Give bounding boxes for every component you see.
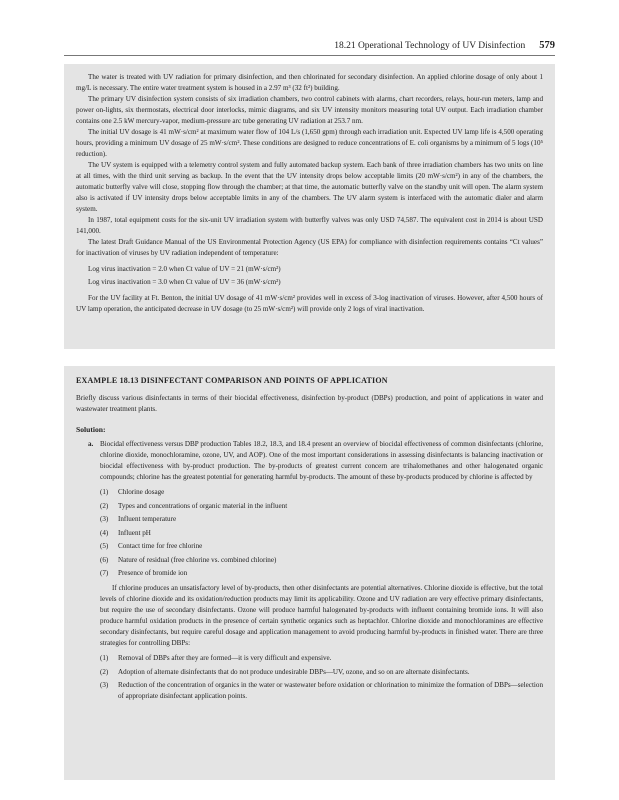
paragraph: The latest Draft Guidance Manual of the US Environmental Protection Agency (US EPA) for compliance with disinfection requirements contains “Ct values” for inactivation of viruses by UV radiation independent of temperature: [76, 238, 543, 257]
list-item: (4) Influent pH [100, 528, 151, 537]
list-item: (1) Removal of DBPs after they are formed—it is very difficult and expensive. [100, 654, 332, 662]
item-label: a. [88, 440, 94, 448]
paragraph: If chlorine produces an unsatisfactory level of by-products, then other disinfectants are potential alternatives. Chlorine dioxide is effective, but the total levels of chlorine dioxide and its oxidation/reduction products may limit its applicability. Ozone and UV radiation are very effective primary disinfectants, but require the use of secondary disinfectants. Ozone will produce harmful halogenated by-products with influent containing bromide ions. It will also produce harmful oxidation products in the presence of certain synthetic organics such as heptachlor. Chlorine dioxide and monochloramines are effective secondary disinfectants, but require careful dosage and application management to avoid producing harmful by-products in finished water. There are three strategies for controlling DBPs: [100, 584, 543, 647]
list-item: (3) Influent temperature [100, 515, 177, 523]
paragraph: The initial UV dosage is 41 mW·s/cm² at maximum water flow of 104 L/s (1,650 gpm) through each irradiation unit. Expected UV lamp life is 4,500 operating hours, providing a minimum UV dosage of 25 mW·s/cm². These conditions are designed to reduce concentrations of E. coli organisms by a minimum of 5 logs (10⁵ reduction). [76, 128, 543, 158]
paragraph: The water is treated with UV radiation for primary disinfection, and then chlorinated for secondary disinfection. An applied chlorine dosage of only about 1 mg/L is necessary. The entire water treatment system is housed in a 2.97 m³ (32 ft²) building. [76, 73, 543, 92]
example-continuation-box [64, 64, 555, 349]
paragraph: The UV system is equipped with a telemetry control system and fully automated backup system. Each bank of three irradiation chambers has two units on line at all times, with the third unit serving as backup. In the event that the UV intensity drops below acceptable limits (20 mW·s/cm²) in any of the chambers, the automatic butterfly valve will close, stopping flow through the chamber; at that time, the automatic butterfly valve on the standby unit will open. The alarm system also is activated if UV intensity drops below acceptable limits in any of the chambers. The UV alarm system is interfaced with the automatic dialer and alarm system. [76, 161, 543, 213]
paragraph: In 1987, total equipment costs for the six-unit UV irradiation system with butterfly valves was only USD 74,587. The equivalent cost in 2014 is about USD 141,000. [76, 216, 543, 235]
solution-label: Solution: [76, 425, 106, 434]
paragraph: For the UV facility at Ft. Benton, the initial UV dosage of 41 mW·s/cm² provides well in excess of 3-log inactivation of viruses. However, after 4,500 hours of UV lamp operation, the anticipated decrease in UV dosage (to 25 mW·s/cm²) will provide only 2 logs of viral inactivation. [76, 294, 543, 313]
example-heading: EXAMPLE 18.13 DISINFECTANT COMPARISON AND POINTS OF APPLICATION [76, 376, 388, 385]
example-18-13-box [64, 366, 555, 780]
strategy-list [100, 653, 543, 702]
list-item: (5) Contact time for free chlorine [100, 542, 203, 550]
equation-block [88, 264, 543, 288]
list-item: (7) Presence of bromide ion [100, 569, 188, 577]
section-title: 18.21 Operational Technology of UV Disinfection [334, 41, 526, 51]
question-text: Briefly discuss various disinfectants in terms of their biocidal effectiveness, disinfection by-product (DBPs) production, and point of applications in water and wastewater treatment plants. [76, 394, 543, 413]
factor-list [100, 487, 543, 579]
list-item: (6) Nature of residual (free chlorine vs. combined chlorine) [100, 555, 277, 564]
list-item: (2) Types and concentrations of organic material in the influent [100, 501, 288, 510]
list-item: (2) Adoption of alternate disinfectants that do not produce undesirable DBPs—UV, ozone, and so on are alternate disinfectants. [100, 667, 470, 676]
paragraph: The primary UV disinfection system consists of six irradiation chambers, two control cabinets with alarms, chart recorders, relays, hour-run meters, lamp and power on-lights, six thermostats, electrical door interlocks, mimic diagrams, and six UV intensity monitors measuring total UV output. Each irradiation chamber contains one 2.5 kW mercury-vapor, medium-pressure arc tube generating UV radiation at 253.7 nm. [76, 95, 543, 125]
equation: Log virus inactivation = 2.0 when Ct value of UV = 21 (mW·s/cm²) [88, 265, 281, 273]
header-rule [64, 55, 555, 56]
page-number: 579 [539, 40, 555, 51]
item-text: Biocidal effectiveness versus DBP production Tables 18.2, 18.3, and 18.4 present an overview of biocidal effectiveness of common disinfectants (chlorine, chlorine dioxide, monochloramine, ozone, UV, and AOP). One of the most important considerations in assessing disinfectants is balancing inactivation or biocidal effectiveness with by-product production. The by-products of greatest current concern are trihalomethanes and other halogenated organic compounds; chlorine has the greatest potential for generating harmful by-products. The amount of these by-products produced by chlorine is affected by [100, 440, 543, 481]
equation: Log virus inactivation = 3.0 when Ct value of UV = 36 (mW·s/cm²) [88, 278, 281, 286]
list-item: (1) Chlorine dosage [100, 488, 165, 496]
running-head [334, 40, 555, 51]
list-item: (3) Reduction of the concentration of organics in the water or wastewater before oxidation or chlorination to minimize the formation of DBPs—selection of appropriate disinfectant application points. [100, 681, 543, 700]
solution-item-a [76, 439, 543, 483]
